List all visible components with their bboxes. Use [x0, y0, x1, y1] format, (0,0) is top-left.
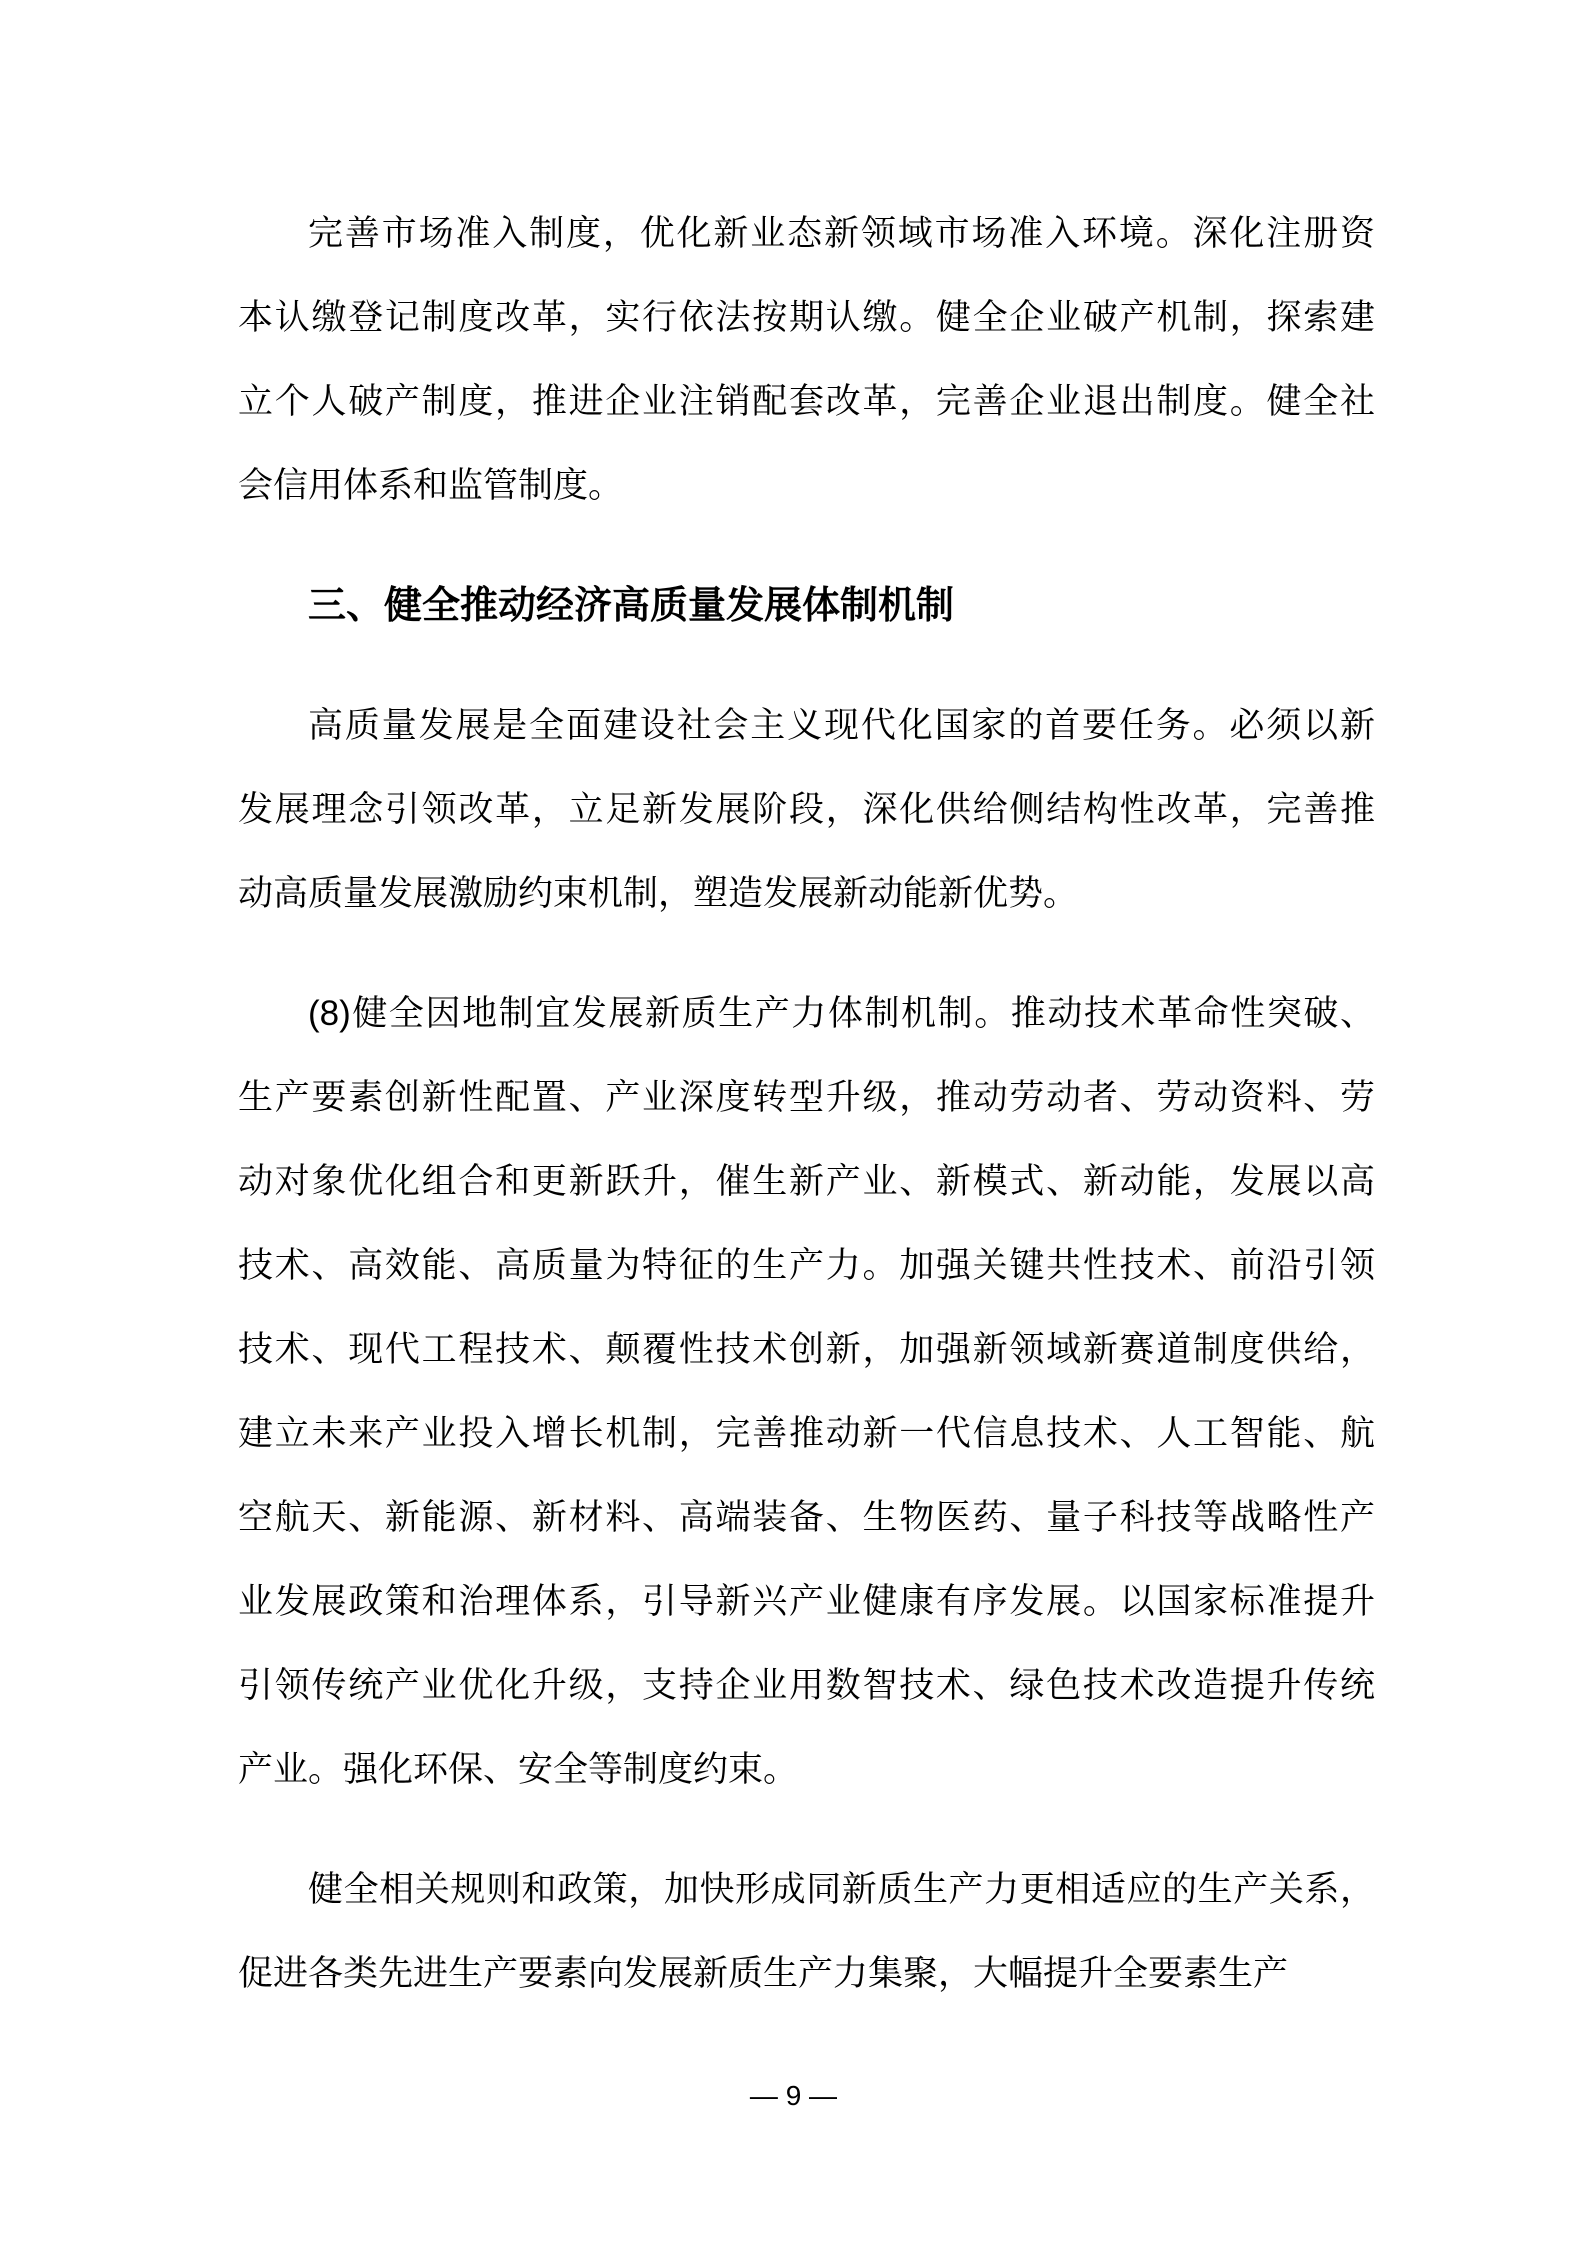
body-line: 技术、现代工程技术、颠覆性技术创新，加强新领域新赛道制度供给，: [238, 1330, 1375, 1369]
body-line: 发展理念引领改革，立足新发展阶段，深化供给侧结构性改革，完善推: [238, 790, 1375, 829]
body-line: 本认缴登记制度改革，实行依法按期认缴。健全企业破产机制，探索建: [238, 298, 1375, 337]
body-line: 会信用体系和监管制度。: [238, 466, 624, 505]
paragraph: [238, 192, 1375, 528]
paragraph: [238, 972, 1375, 1812]
body-line: 生产要素创新性配置、产业深度转型升级，推动劳动者、劳动资料、劳: [238, 1078, 1375, 1117]
body-line: 业发展政策和治理体系，引导新兴产业健康有序发展。以国家标准提升: [238, 1582, 1375, 1621]
body-line: 引领传统产业优化升级，支持企业用数智技术、绿色技术改造提升传统: [238, 1666, 1375, 1705]
paragraph: [238, 684, 1375, 936]
body-line: 空航天、新能源、新材料、高端装备、生物医药、量子科技等战略性产: [238, 1498, 1375, 1537]
body-line: 技术、高效能、高质量为特征的生产力。加强关键共性技术、前沿引领: [238, 1246, 1375, 1285]
body-line: 高质量发展是全面建设社会主义现代化国家的首要任务。必须以新: [308, 706, 1375, 745]
body-line: 完善市场准入制度，优化新业态新领域市场准入环境。深化注册资: [308, 214, 1375, 253]
body-line: 促进各类先进生产要素向发展新质生产力集聚，大幅提升全要素生产: [238, 1954, 1289, 1993]
document-body: [238, 192, 1375, 2052]
paragraph: [238, 1848, 1375, 2016]
body-line: 动对象优化组合和更新跃升，催生新产业、新模式、新动能，发展以高: [238, 1162, 1375, 1201]
body-line: 立个人破产制度，推进企业注销配套改革，完善企业退出制度。健全社: [238, 382, 1375, 421]
body-line: 动高质量发展激励约束机制，塑造发展新动能新优势。: [238, 874, 1079, 913]
body-line: (8)健全因地制宜发展新质生产力体制机制。推动技术革命性突破、: [308, 994, 1375, 1033]
body-line: 建立未来产业投入增长机制，完善推动新一代信息技术、人工智能、航: [238, 1414, 1375, 1453]
body-line: 健全相关规则和政策，加快形成同新质生产力更相适应的生产关系，: [308, 1870, 1375, 1909]
body-line: 产业。强化环保、安全等制度约束。: [238, 1750, 799, 1789]
page-number: — 9 —: [749, 2080, 838, 2111]
section-heading: 三、健全推动经济高质量发展体制机制: [308, 585, 955, 627]
